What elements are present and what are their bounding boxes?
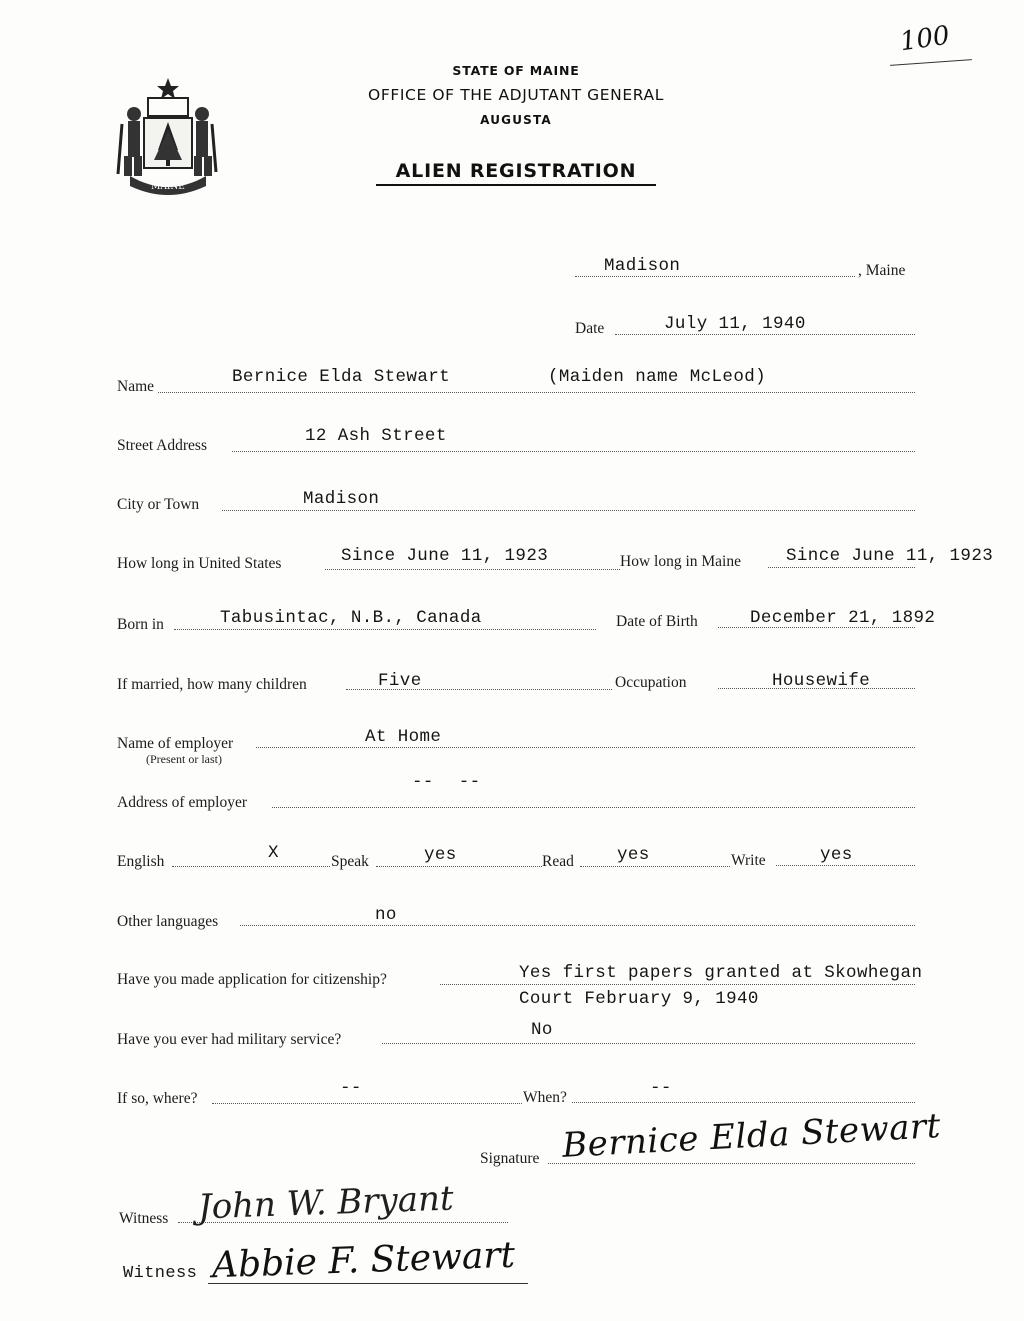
state-seal — [112, 76, 224, 203]
read-label: Read — [542, 853, 574, 870]
how-long-us-label: How long in United States — [117, 555, 282, 572]
other-languages-label: Other languages — [117, 913, 219, 930]
how-long-maine-label: How long in Maine — [620, 553, 741, 570]
where-label: If so, where? — [117, 1090, 198, 1107]
when-value: -- — [650, 1078, 672, 1098]
write-value: yes — [820, 845, 853, 865]
employer-address-label: Address of employer — [117, 794, 247, 811]
place-suffix: , Maine — [858, 262, 906, 279]
other-languages-value: no — [375, 905, 397, 925]
read-value: yes — [617, 845, 650, 865]
born-in-label: Born in — [117, 616, 164, 633]
employer-sublabel: (Present or last) — [146, 752, 222, 766]
occupation-value: Housewife — [772, 671, 871, 691]
dob-value: December 21, 1892 — [750, 608, 936, 628]
signature-value: Bernice Elda Stewart — [561, 1106, 942, 1166]
street-label: Street Address — [117, 437, 207, 454]
place-value: Madison — [604, 256, 681, 276]
citizenship-value-line1: Yes first papers granted at Skowhegan — [519, 963, 923, 983]
how-long-us-value: Since June 11, 1923 — [341, 546, 549, 566]
speak-label: Speak — [331, 853, 369, 870]
maiden-name-value: (Maiden name McLeod) — [548, 367, 767, 387]
date-value: July 11, 1940 — [664, 314, 806, 334]
witness1-signature: John W. Bryant — [197, 1178, 455, 1228]
date-label: Date — [575, 320, 605, 337]
born-in-value: Tabusintac, N.B., Canada — [220, 608, 482, 628]
english-label: English — [117, 853, 165, 870]
city-label: City or Town — [117, 496, 200, 513]
witness2-label: Witness — [123, 1264, 198, 1283]
occupation-label: Occupation — [615, 674, 687, 691]
witness1-label: Witness — [119, 1210, 169, 1227]
when-label: When? — [523, 1089, 567, 1106]
signature-label: Signature — [480, 1150, 540, 1167]
children-value: Five — [378, 671, 422, 691]
state-seal-icon — [112, 76, 224, 198]
where-value: -- — [340, 1078, 362, 1098]
form-title-underline — [376, 184, 656, 186]
dob-label: Date of Birth — [616, 613, 698, 630]
seal-text: MAINE — [151, 182, 185, 192]
header-city: AUGUSTA — [480, 113, 552, 127]
header-state: STATE OF MAINE — [452, 63, 580, 78]
citizenship-label: Have you made application for citizenship? — [117, 971, 387, 988]
speak-value: yes — [424, 845, 457, 865]
street-value: 12 Ash Street — [305, 426, 447, 446]
employer-label: Name of employer — [117, 735, 234, 752]
file-number: 100 — [898, 20, 952, 58]
name-value: Bernice Elda Stewart — [232, 367, 451, 387]
employer-value: At Home — [365, 727, 442, 747]
file-number-underline — [890, 59, 972, 66]
military-value: No — [531, 1020, 553, 1040]
how-long-maine-value: Since June 11, 1923 — [786, 546, 994, 566]
military-label: Have you ever had military service? — [117, 1031, 342, 1048]
header-office: OFFICE OF THE ADJUTANT GENERAL — [368, 86, 664, 104]
city-value: Madison — [303, 489, 380, 509]
employer-address-value: -- -- — [412, 772, 481, 792]
english-value: X — [268, 843, 279, 863]
form-title: ALIEN REGISTRATION — [395, 160, 637, 182]
witness2-signature: Abbie F. Stewart — [211, 1234, 516, 1287]
citizenship-value-line2: Court February 9, 1940 — [519, 989, 759, 1009]
children-label: If married, how many children — [117, 676, 307, 693]
name-label: Name — [117, 378, 155, 395]
write-label: Write — [731, 852, 766, 869]
